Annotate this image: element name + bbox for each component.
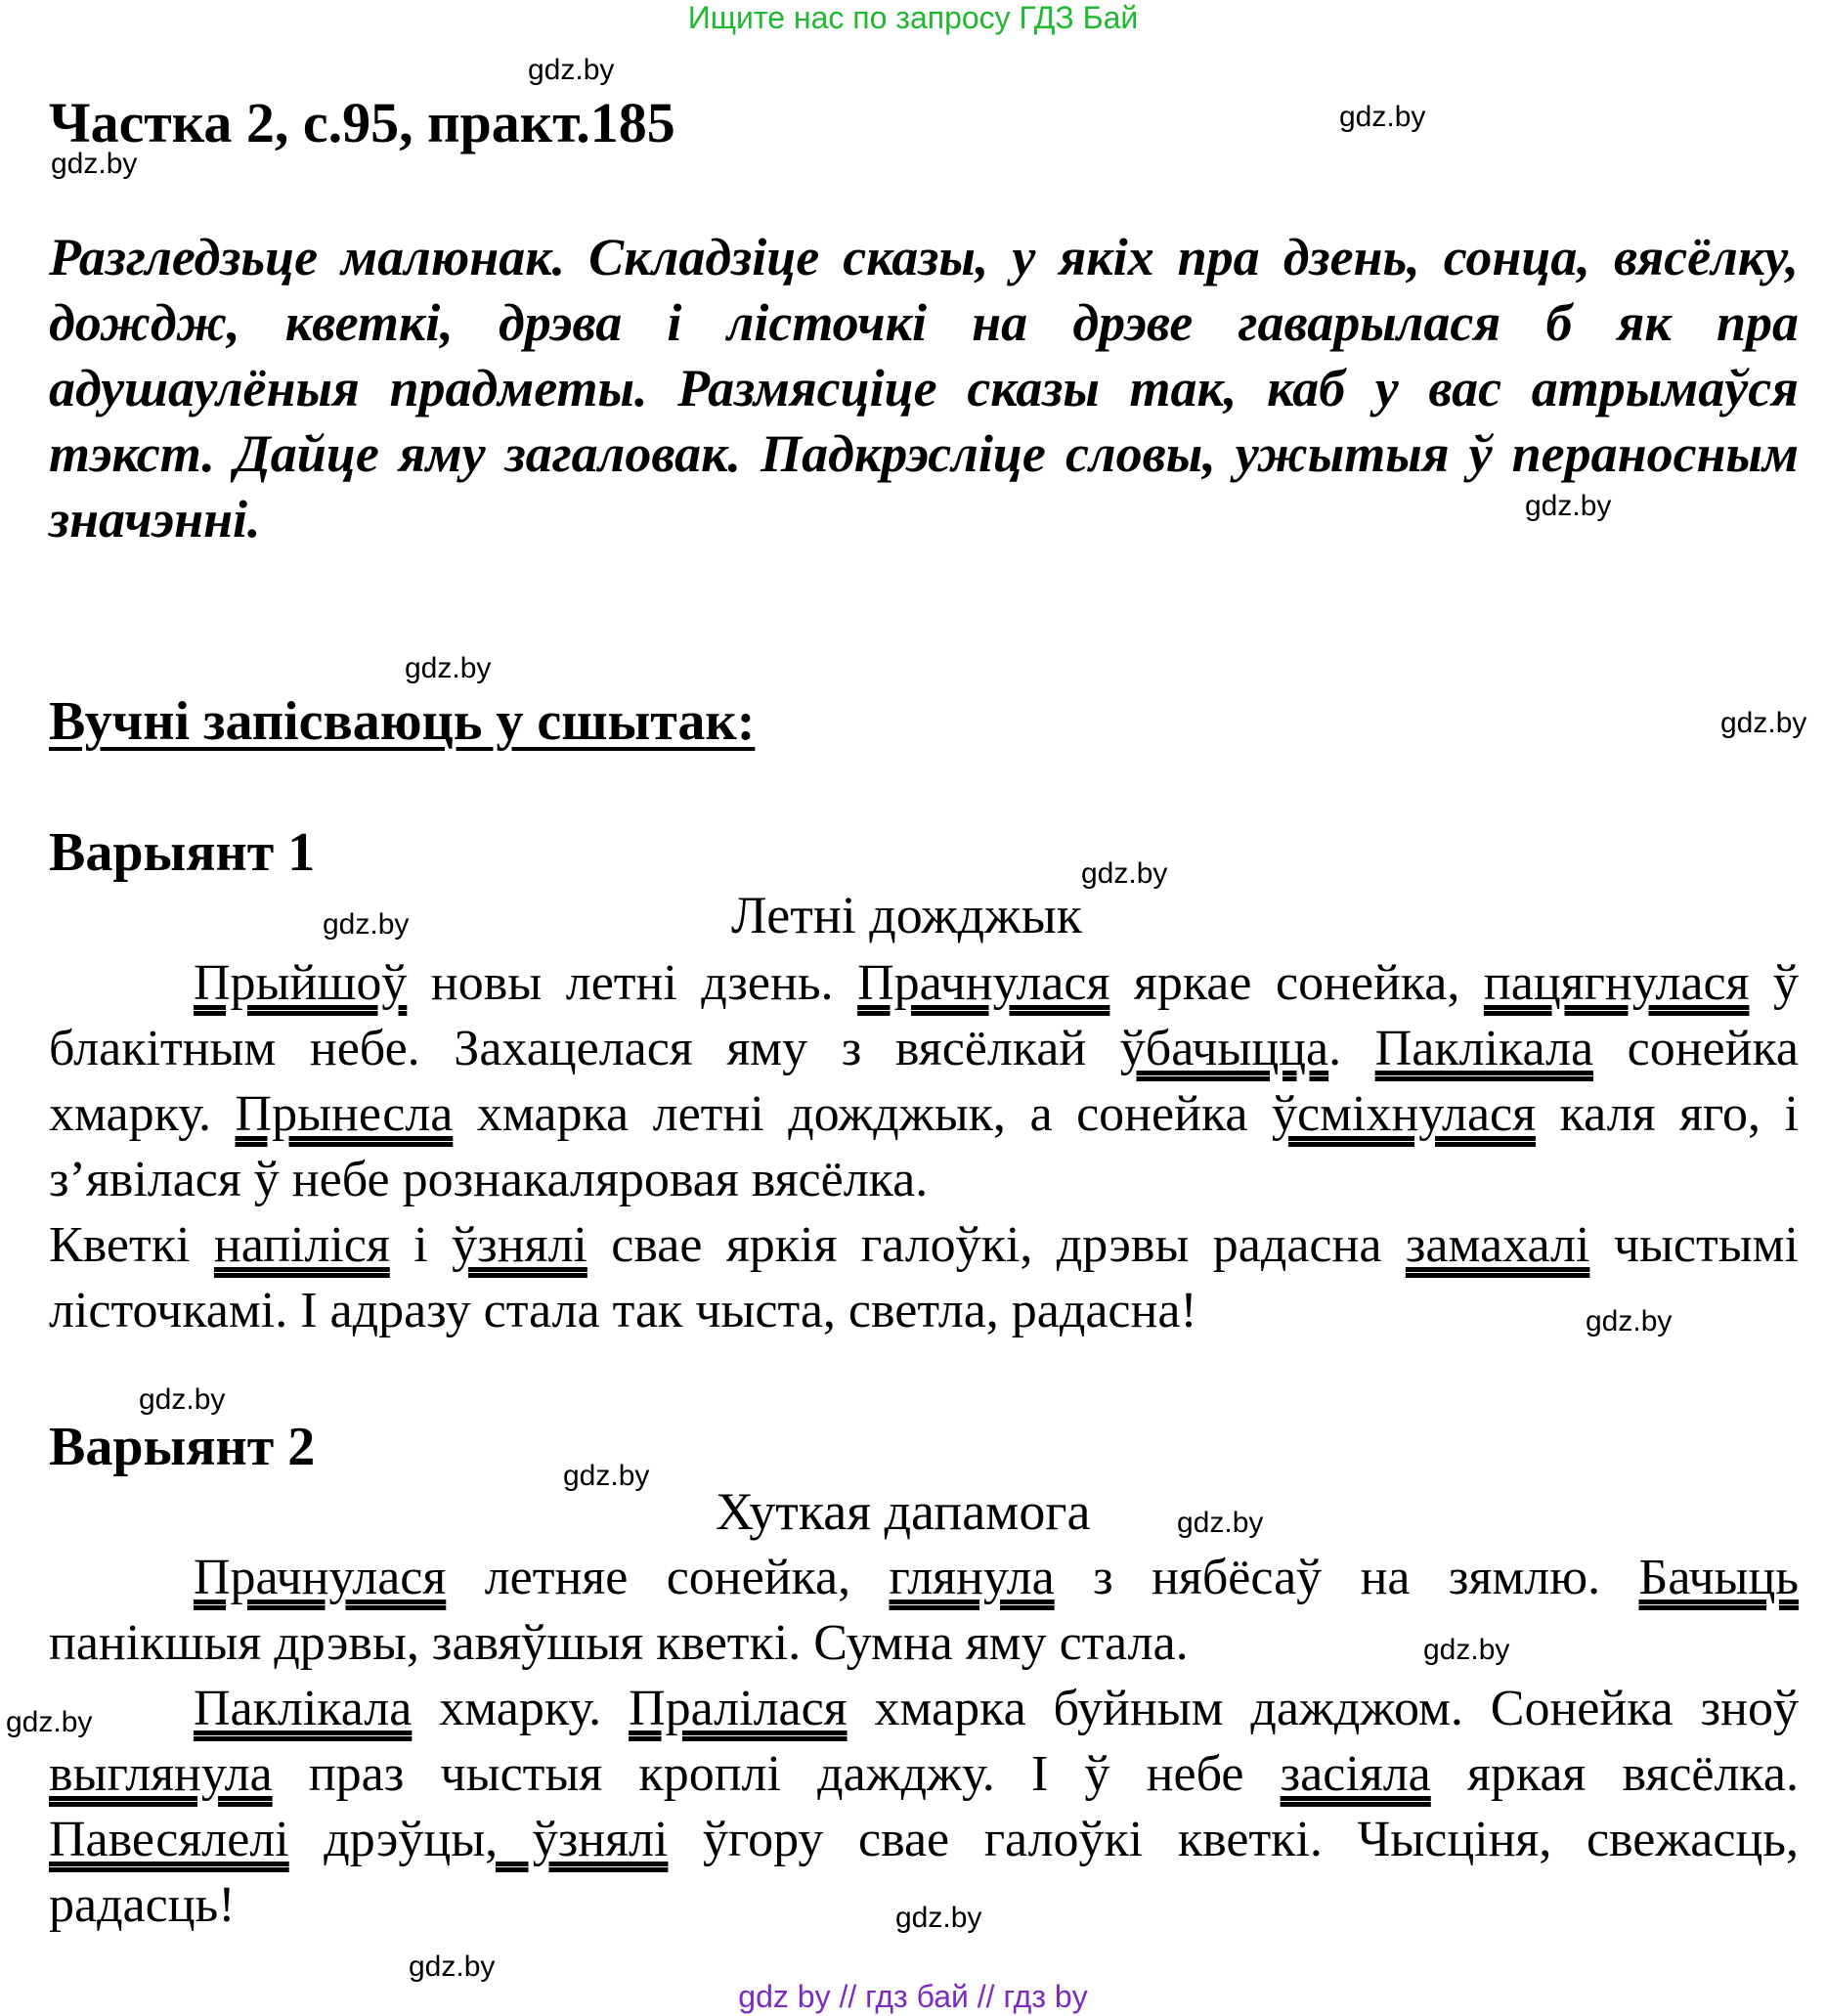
variant-1-label: Варыянт 1	[49, 822, 316, 883]
text: свае яркія галоўкі, дрэвы радасна	[587, 1217, 1406, 1273]
text: з нябёсаў на зямлю.	[1054, 1550, 1639, 1605]
watermark: gdz.by	[1423, 1634, 1510, 1666]
underlined-word: Бачыць	[1638, 1550, 1799, 1605]
watermark: gdz.by	[1720, 707, 1807, 739]
underlined-word: ўбачыцца	[1119, 1021, 1329, 1076]
task-text: Разгледзьце малюнак. Складзіце сказы, у якіх пра дзень, сонца, вясёлку, дождж, кветкі, дрэва і лісточкі на дрэве гаварылася б як пра адушаулёныя прадметы. Размясціце сказы так, каб у вас атрымаўся тэкст. Дайце яму загаловак. Падкрэсліце словы, ужытыя ў пераносным значэнні.	[49, 228, 1799, 548]
text: ў блакітным небе. Захацелася яму з вясёлкай	[49, 955, 1799, 1076]
text: яркая вясёлка.	[1430, 1746, 1799, 1802]
watermark: gdz.by	[51, 148, 138, 180]
footer-links[interactable]: gdz by // гдз бай // гдз by	[738, 1979, 1088, 2014]
text: дрэўцы	[288, 1812, 486, 1867]
underlined-word: , ўзнялі	[485, 1812, 669, 1867]
text: яркае сонейка,	[1109, 955, 1484, 1011]
text: новы летні дзень.	[407, 955, 858, 1011]
underlined-word: Прачнулася	[857, 955, 1110, 1011]
underlined-word: Павесялелі	[49, 1812, 289, 1867]
watermark: gdz.by	[6, 1706, 93, 1738]
variant-2-paragraph-2	[49, 1676, 1799, 1938]
watermark: gdz.by	[1177, 1507, 1264, 1539]
section-heading: Вучні запісваюць у сшытак:	[49, 691, 756, 752]
variant-1-title: Летні дожджык	[731, 886, 1082, 944]
underlined-word: Паклікала	[1374, 1021, 1594, 1076]
watermark: gdz.by	[1586, 1305, 1673, 1337]
underlined-word: пацягнулася	[1483, 955, 1750, 1011]
text: .	[1328, 1021, 1375, 1076]
watermark: gdz.by	[405, 652, 492, 684]
variant-2-title: Хуткая дапамога	[716, 1482, 1091, 1541]
text: каля яго, і з’явілася ў небе рознакаляровая вясёлка.	[49, 1086, 1799, 1207]
watermark: gdz.by	[1081, 857, 1168, 890]
text: Кветкі	[49, 1217, 214, 1273]
text: хмарка буйным дажджом. Сонейка зноў	[847, 1681, 1800, 1736]
text: і	[389, 1217, 453, 1273]
variant-2-paragraph-1	[49, 1545, 1799, 1676]
text: хмарка летні дожджык, а сонейка	[453, 1086, 1273, 1142]
underlined-word: засіяла	[1280, 1746, 1431, 1802]
underlined-word: Пралілася	[629, 1681, 848, 1736]
underlined-word: напіліся	[213, 1217, 390, 1273]
watermark: gdz.by	[1339, 101, 1426, 133]
underlined-word: глянула	[889, 1550, 1055, 1605]
watermark: gdz.by	[409, 1950, 496, 1983]
underlined-word: Прачнулася	[194, 1550, 447, 1605]
watermark: gdz.by	[139, 1383, 226, 1416]
watermark: gdz.by	[1525, 490, 1612, 522]
text: хмарку.	[412, 1681, 630, 1736]
text: летняе сонейка,	[446, 1550, 890, 1605]
underlined-word: Прынесла	[235, 1086, 454, 1142]
watermark: gdz.by	[528, 54, 615, 86]
underlined-word: ўсміхнулася	[1272, 1086, 1537, 1142]
underlined-word: замахалі	[1405, 1217, 1590, 1273]
variant-2-label: Варыянт 2	[49, 1417, 316, 1477]
underlined-word: ўзнялі	[452, 1217, 587, 1273]
underlined-word: Паклікала	[194, 1681, 413, 1736]
underlined-word: выглянула	[49, 1746, 273, 1802]
watermark: gdz.by	[895, 1902, 982, 1934]
watermark: gdz.by	[563, 1460, 650, 1492]
text: ўгору свае галоўкі кветкі. Чысціня, свежасць, радасць!	[49, 1812, 1799, 1933]
watermark: gdz.by	[323, 908, 410, 941]
variant-1-paragraph-2	[49, 1212, 1799, 1343]
text: праз чыстыя кроплі дажджу. І ў небе	[272, 1746, 1281, 1802]
variant-1-paragraph-1	[49, 950, 1799, 1212]
text: панікшыя дрэвы, завяўшыя кветкі. Сумна яму стала.	[49, 1615, 1189, 1671]
search-banner[interactable]: Ищите нас по запросу ГДЗ Бай	[687, 0, 1139, 35]
underlined-word: Прыйшоў	[194, 955, 408, 1011]
text: сонейка хмарку.	[49, 1021, 1800, 1142]
page-title: Частка 2, с.95, практ.185	[49, 91, 675, 154]
text: чыстымі лісточкамі. І адразу стала так чыста, светла, радасна!	[49, 1217, 1800, 1338]
